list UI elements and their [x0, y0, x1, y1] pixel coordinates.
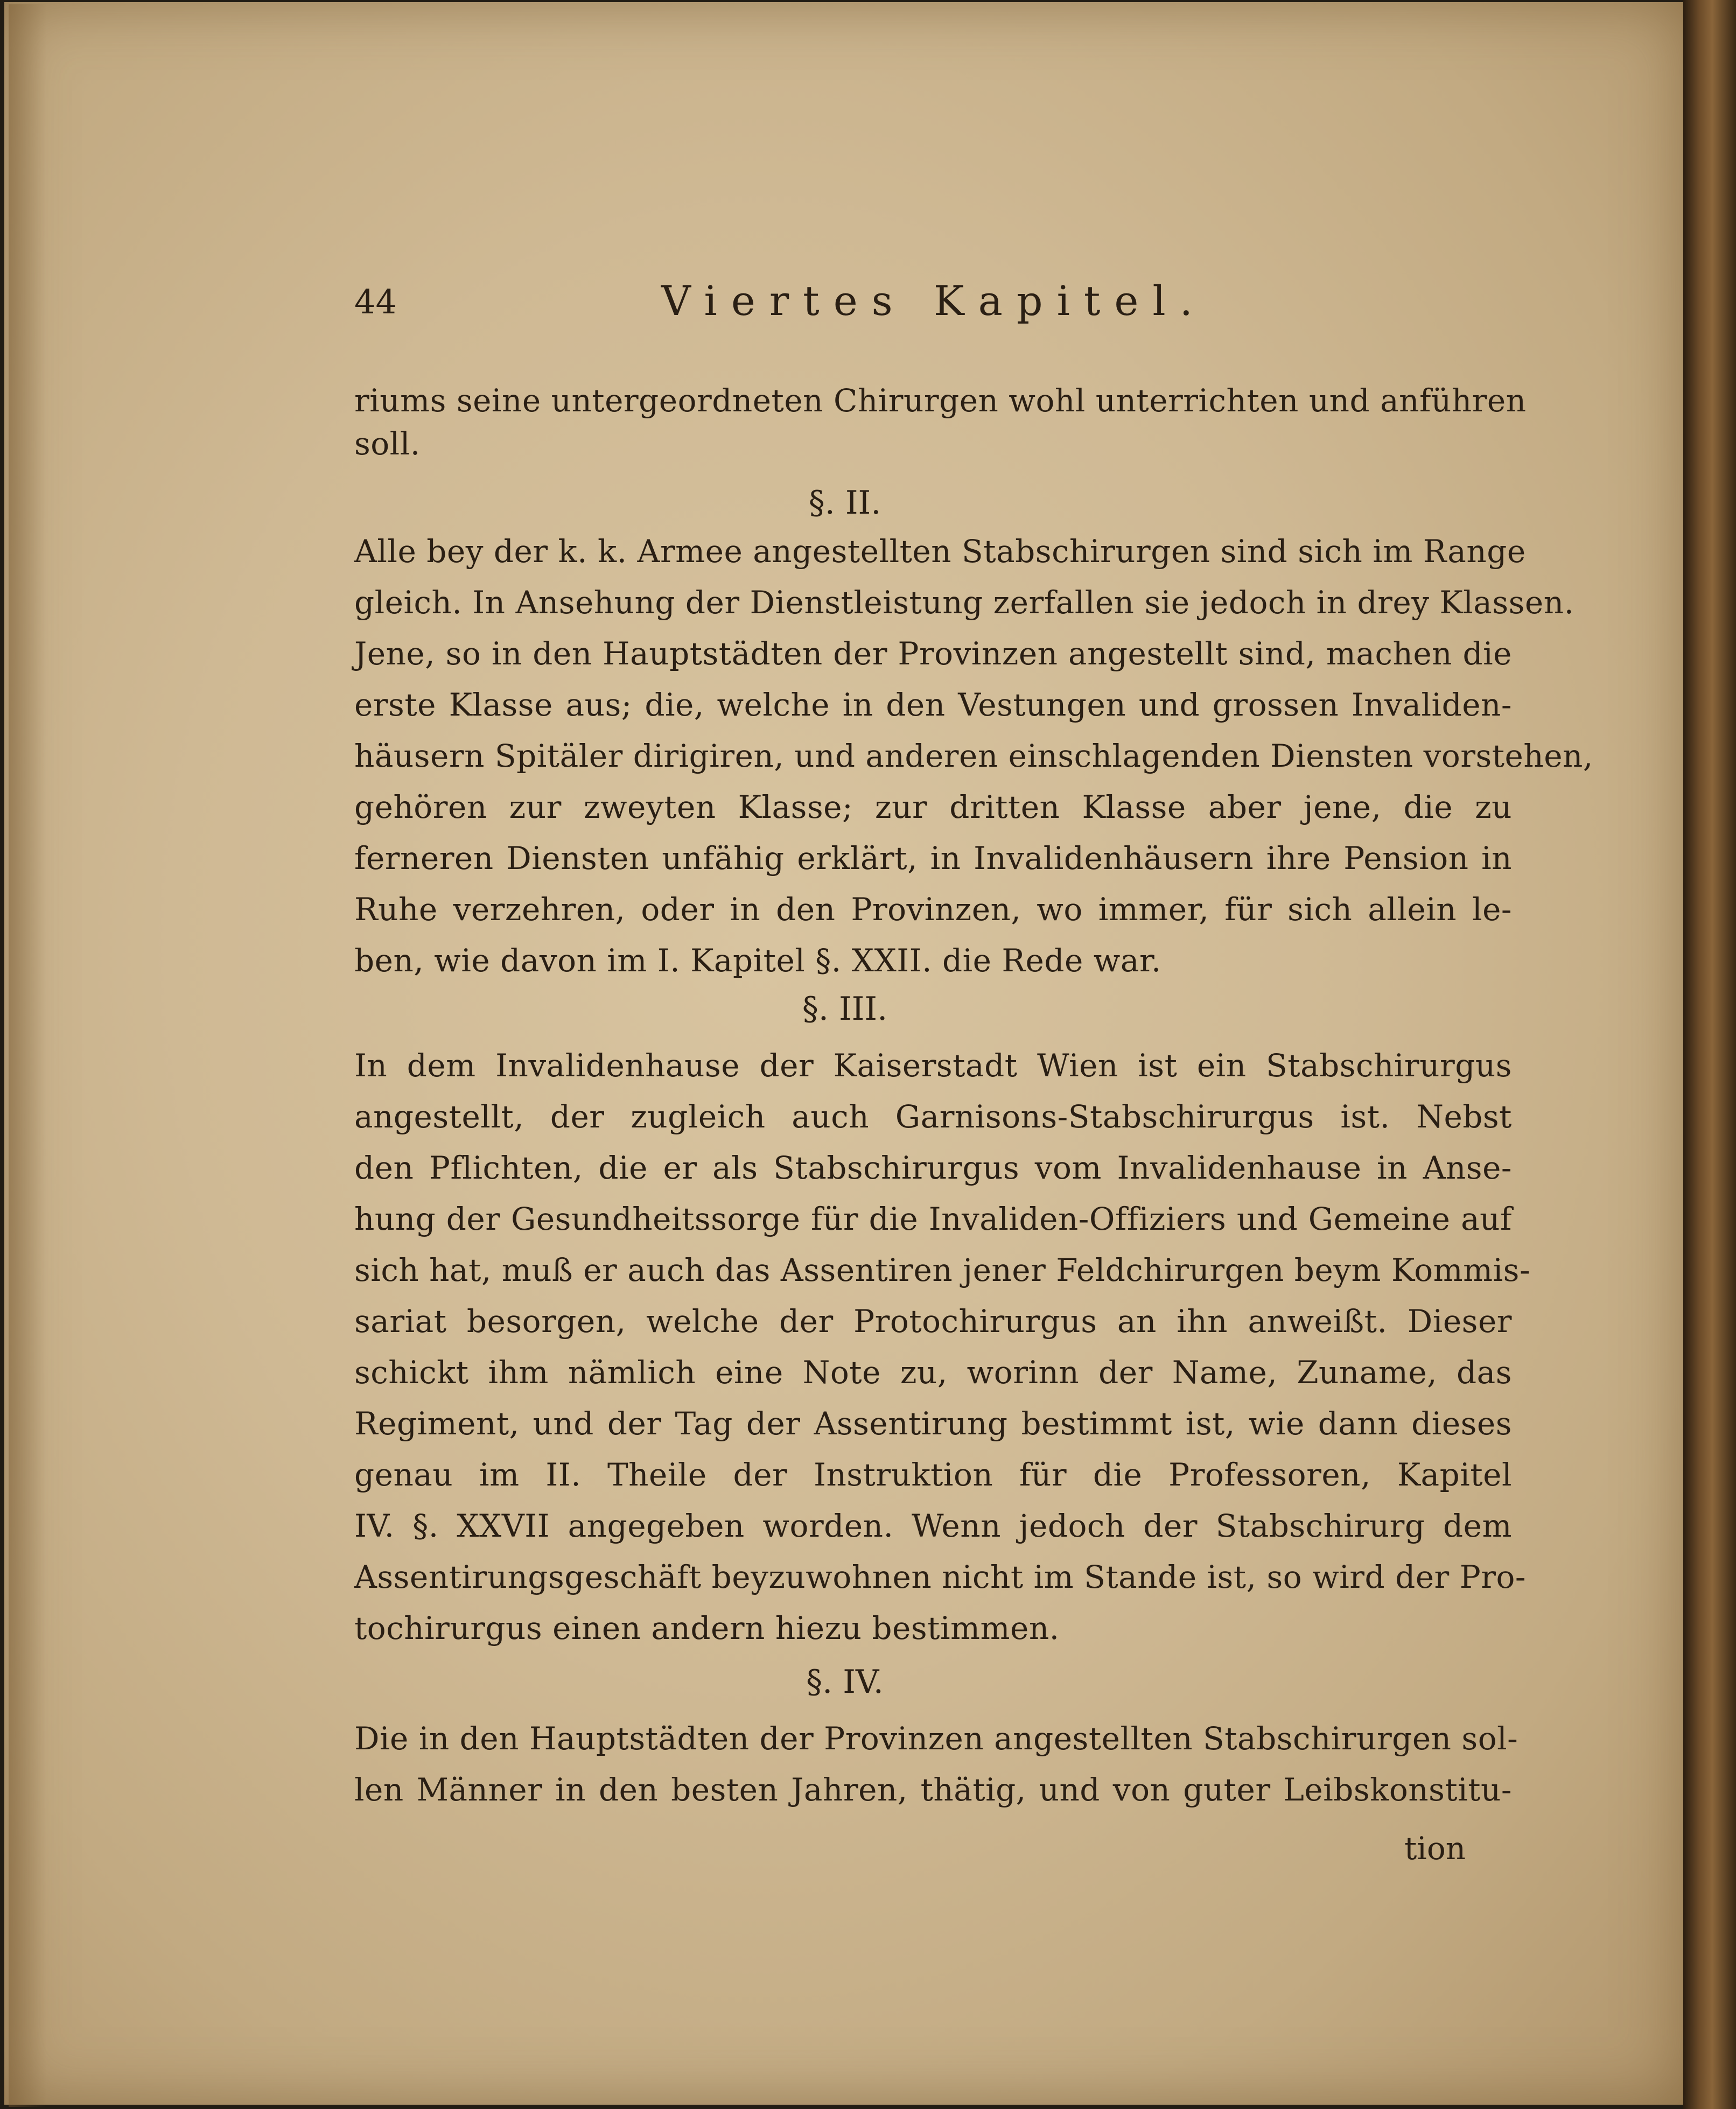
body-line: Ruhe verzehren, oder in den Provinzen, wo immer, für sich allein le- — [354, 891, 1512, 928]
body-line: soll. — [354, 425, 421, 462]
body-line: Alle bey der k. k. Armee angestellten Stabschirurgen sind sich im Range — [354, 533, 1526, 570]
running-head: Viertes Kapitel. — [661, 277, 1207, 325]
body-line: Regiment, und der Tag der Assentirung bestimmt ist, wie dann dieses — [354, 1405, 1512, 1442]
body-line: erste Klasse aus; die, welche in den Vestungen und grossen Invaliden- — [354, 686, 1512, 723]
body-line: gleich. In Ansehung der Dienstleistung zerfallen sie jedoch in drey Klassen. — [354, 584, 1574, 621]
section-heading-3: §. III. — [802, 990, 888, 1028]
body-line: Die in den Hauptstädten der Provinzen angestellten Stabschirurgen sol- — [354, 1720, 1518, 1757]
next-page-edge — [1683, 0, 1736, 2109]
body-line: angestellt, der zugleich auch Garnisons-Stabschirurgus ist. Nebst — [354, 1098, 1512, 1135]
section-heading-4: §. IV. — [806, 1663, 884, 1701]
catchword: tion — [1404, 1830, 1466, 1867]
body-line: IV. §. XXVII angegeben worden. Wenn jedoch der Stabschirurg dem — [354, 1508, 1512, 1544]
book-page — [4, 2, 1685, 2105]
body-line: sariat besorgen, welche der Protochirurgus an ihn anweißt. Dieser — [354, 1303, 1512, 1340]
body-line: ben, wie davon im I. Kapitel §. XXII. die Rede war. — [354, 942, 1161, 979]
body-line: Jene, so in den Hauptstädten der Provinzen angestellt sind, machen die — [354, 635, 1512, 672]
page-gutter-shadow — [9, 4, 46, 2107]
body-line: den Pflichten, die er als Stabschirurgus vom Invalidenhause in Anse- — [354, 1150, 1512, 1186]
body-line: In dem Invalidenhause der Kaiserstadt Wien ist ein Stabschirurgus — [354, 1047, 1512, 1084]
body-line: schickt ihm nämlich eine Note zu, worinn der Name, Zuname, das — [354, 1354, 1512, 1391]
body-line: len Männer in den besten Jahren, thätig, und von guter Leibskonstitu- — [354, 1771, 1512, 1808]
body-line: sich hat, muß er auch das Assentiren jener Feldchirurgen beym Kommis- — [354, 1252, 1531, 1288]
body-line: tochirurgus einen andern hiezu bestimmen. — [354, 1610, 1060, 1646]
body-line: häusern Spitäler dirigiren, und anderen einschlagenden Diensten vorstehen, — [354, 738, 1593, 774]
body-line: ferneren Diensten unfähig erklärt, in Invalidenhäusern ihre Pension in — [354, 840, 1512, 877]
body-line: gehören zur zweyten Klasse; zur dritten Klasse aber jene, die zu — [354, 789, 1512, 825]
body-line: genau im II. Theile der Instruktion für die Professoren, Kapitel — [354, 1456, 1512, 1493]
body-line: riums seine untergeordneten Chirurgen wohl unterrichten und anführen — [354, 382, 1527, 419]
body-line: hung der Gesundheitssorge für die Invaliden-Offiziers und Gemeine auf — [354, 1201, 1512, 1237]
page-number: 44 — [354, 282, 397, 321]
section-heading-2: §. II. — [808, 484, 881, 522]
body-line: Assentirungsgeschäft beyzuwohnen nicht im Stande ist, so wird der Pro- — [354, 1559, 1526, 1595]
